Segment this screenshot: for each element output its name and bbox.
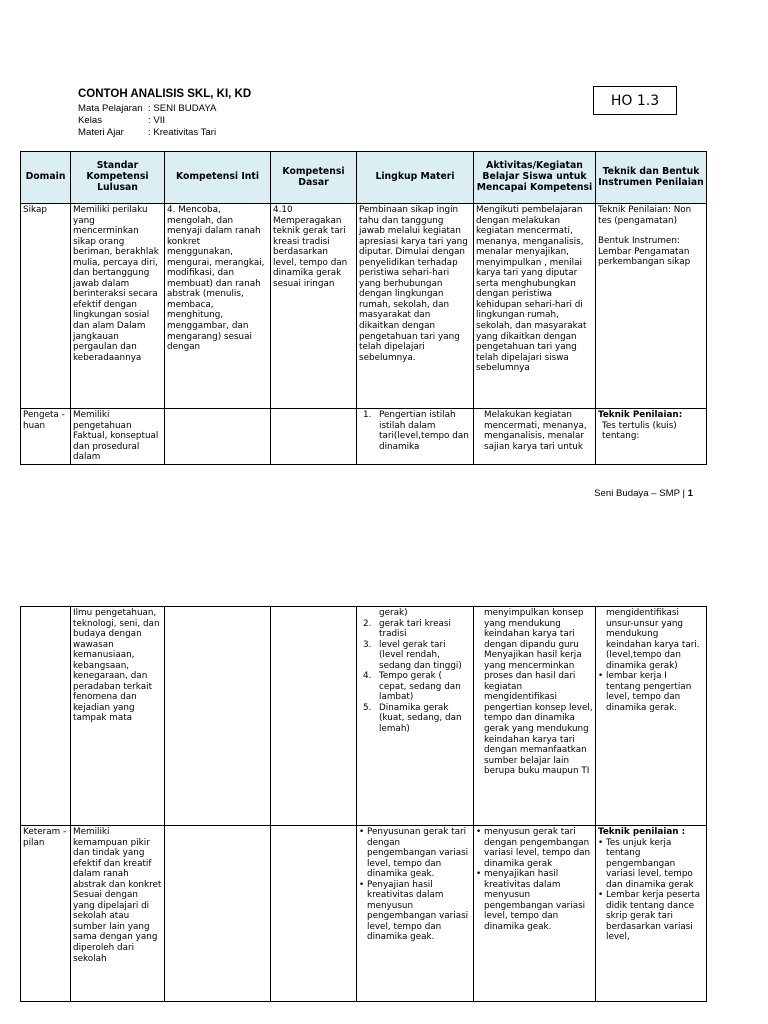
list-item: 1. Pengertian istilah istilah dalam tari(level,tempo dan dinamika bbox=[363, 410, 469, 452]
list-item: • lembar kerja I tentang pengertian level, tempo dan dinamika gerak. bbox=[598, 671, 692, 713]
cell-kd bbox=[271, 607, 357, 826]
penilaian-title: Teknik penilaian : bbox=[598, 827, 686, 837]
list-item: menyimpulkan konsep yang mendukung keindahan karya tari dengan dipandu guru bbox=[484, 608, 584, 650]
cell-materi bbox=[357, 409, 474, 465]
analysis-table-page2 bbox=[20, 606, 707, 1002]
meta-mata-pelajaran bbox=[78, 103, 216, 114]
meta-kelas bbox=[78, 115, 165, 126]
cell-domain: Keteram -pilan bbox=[21, 826, 71, 1002]
meta-value: : SENI BUDAYA bbox=[148, 103, 217, 114]
header-kd: Kompetensi Dasar bbox=[271, 152, 357, 204]
table-row-pengetahuan-cont bbox=[21, 607, 707, 826]
header-penilaian: Teknik dan Bentuk Instrumen Penilaian bbox=[596, 152, 707, 204]
penilaian-teknik: Teknik Penilaian: Non tes (pengamatan) bbox=[598, 205, 692, 226]
list-item: • menyajikan hasil kreativitas dalam menyusun pengembangan variasi level, tempo dan dinamika geak. bbox=[476, 869, 586, 932]
handout-label: HO 1.3 bbox=[593, 86, 677, 115]
table-header-row bbox=[21, 152, 707, 204]
penilaian-title: Teknik Penilaian: bbox=[598, 410, 683, 420]
list-item: 4. Tempo gerak ( cepat, sedang dan lambat) bbox=[363, 671, 461, 703]
meta-key: Kelas bbox=[78, 115, 102, 126]
cell-materi bbox=[357, 826, 474, 1002]
document-title: CONTOH ANALISIS SKL, KI, KD bbox=[78, 88, 252, 100]
cell-ki bbox=[165, 607, 271, 826]
cell-ki bbox=[165, 826, 271, 1002]
header-ki: Kompetensi Inti bbox=[165, 152, 271, 204]
meta-key: Materi Ajar bbox=[78, 127, 124, 138]
cell-kd bbox=[271, 409, 357, 465]
cell-aktivitas bbox=[474, 409, 596, 465]
list-item: 2. gerak tari kreasi tradisi bbox=[363, 618, 451, 640]
list-item: 3. level gerak tari (level rendah, sedang dan tinggi) bbox=[363, 639, 462, 671]
meta-value: : Kreativitas Tari bbox=[148, 127, 217, 138]
list-item: mengidentifikasi unsur-unsur yang mendukung keindahan karya tari. (level,tempo dan dinamika gerak) bbox=[606, 608, 700, 671]
cell-penilaian bbox=[596, 204, 707, 409]
cell-penilaian bbox=[596, 607, 707, 826]
header-aktivitas: Aktivitas/Kegiatan Belajar Siswa untuk Mencapai Kompetensi bbox=[474, 152, 596, 204]
list-item: • Tes unjuk kerja tentang pengembangan variasi level, tempo dan dinamika gerak bbox=[598, 837, 694, 890]
page-number: 1 bbox=[687, 488, 693, 499]
list-item: • menyusun gerak tari dengan pengembangan variasi level, tempo dan dinamika gerak bbox=[476, 827, 591, 869]
header-domain: Domain bbox=[21, 152, 71, 204]
meta-value: : VII bbox=[148, 115, 166, 126]
cell-skl: Memiliki pengetahuan Faktual, konseptual dan prosedural dalam bbox=[71, 409, 165, 465]
list-item: • Penyusunan gerak tari dengan pengembangan variasi level, tempo dan dinamika geak. bbox=[359, 827, 469, 880]
penilaian-item: Tes tertulis (kuis) tentang: bbox=[602, 420, 677, 442]
list-item: • Penyajian hasil kreativitas dalam menyusun pengembangan variasi level, tempo dan dinamika geak. bbox=[359, 879, 469, 943]
meta-materi-ajar bbox=[78, 127, 216, 138]
penilaian-bentuk: Bentuk Instrumen: Lembar Pengamatan perkembangan sikap bbox=[598, 236, 691, 268]
cell-kd bbox=[271, 826, 357, 1002]
table-row-keterampilan bbox=[21, 826, 707, 1002]
cell-skl: Memiliki kemampuan pikir dan tindak yang efektif dan kreatif dalam ranah abstrak dan konkret Sesuai dengan yang dipelajari di sekolah atau sumber lain yang sama dengan yang diperoleh dari sekolah bbox=[71, 826, 165, 1002]
table-row-sikap bbox=[21, 204, 707, 409]
cell-materi bbox=[357, 607, 474, 826]
cell-aktivitas: Mengikuti pembelajaran dengan melakukan kegiatan mencermati, menanya, menganalisis, menalar menyajikan, menyimpulkan , menilai karya tari yang diputar serta menghubungkan dengan peristiwa kehidupan sehari-hari di lingkungan rumah, sekolah, dan masyarakat yang dikaitkan dengan pengetahuan tari yang telah dipelajari siswa sebelumnya bbox=[474, 204, 596, 409]
cell-domain: Sikap bbox=[21, 204, 71, 409]
cell-penilaian bbox=[596, 826, 707, 1002]
cell-domain: Pengeta -huan bbox=[21, 409, 71, 465]
cell-materi: Pembinaan sikap ingin tahu dan tanggung jawab melalui kegiatan apresiasi karya tari yang diputar. Dimulai dengan penyelidikan terhadap peristiwa sehari-hari yang berhubungan dengan lingkungan rumah, sekolah, dan masyarakat dan dikaitkan dengan pengetahuan tari yang telah dipelajari sebelumnya. bbox=[357, 204, 474, 409]
cell-aktivitas bbox=[474, 607, 596, 826]
cell-penilaian bbox=[596, 409, 707, 465]
list-item: 5. Dinamika gerak (kuat, sedang, dan lemah) bbox=[363, 702, 462, 735]
analysis-table-page1 bbox=[20, 151, 707, 465]
cell-domain bbox=[21, 607, 71, 826]
materi-continuation: gerak) bbox=[379, 608, 408, 618]
cell-skl: Ilmu pengetahuan, teknologi, seni, dan budaya dengan wawasan kemanusiaan, kebangsaan, kenegaraan, dan peradaban terkait fenomena dan kejadian yang tampak mata bbox=[71, 607, 165, 826]
header-skl: Standar Kompetensi Lulusan bbox=[71, 152, 165, 204]
list-item: • Lembar kerja peserta didik tentang dance skrip gerak tari berdasarkan variasi level, bbox=[598, 890, 701, 943]
cell-ki: 4. Mencoba, mengolah, dan menyaji dalam ranah konkret menggunakan, mengurai, merangkai, modifikasi, dan membuat) dan ranah abstrak (menulis, membaca, menghitung, menggambar, dan mengarang) sesuai dengan bbox=[165, 204, 271, 409]
meta-key: Mata Pelajaran bbox=[78, 103, 143, 114]
cell-ki bbox=[165, 409, 271, 465]
list-item: Menyajikan hasil kerja yang mencerminkan proses dan hasil dari kegiatan mengidentifikasi pengertian konsep level, tempo dan dinamika gerak yang mendukung keindahan karya tari dengan memanfaatkan sumber belajar lain berupa buku maupun TI bbox=[484, 650, 593, 777]
cell-skl: Memiliki perilaku yang mencerminkan sikap orang beriman, berakhlak mulia, percaya diri, dan bertanggung jawab dalam berinteraksi secara efektif dengan lingkungan sosial dan alam Dalam jangkauan pergaulan dan keberadaannya bbox=[71, 204, 165, 409]
header-lingkup-materi: Lingkup Materi bbox=[357, 152, 474, 204]
cell-kd: 4.10 Memperagakan teknik gerak tari kreasi tradisi berdasarkan level, tempo dan dinamika gerak sesuai iringan bbox=[271, 204, 357, 409]
list-item: Melakukan kegiatan mencermati, menanya, menganalisis, menalar sajian karya tari untuk bbox=[484, 410, 587, 452]
table-row-pengetahuan bbox=[21, 409, 707, 465]
cell-aktivitas bbox=[474, 826, 596, 1002]
page-footer: Seni Budaya – SMP | 1 bbox=[594, 488, 693, 499]
